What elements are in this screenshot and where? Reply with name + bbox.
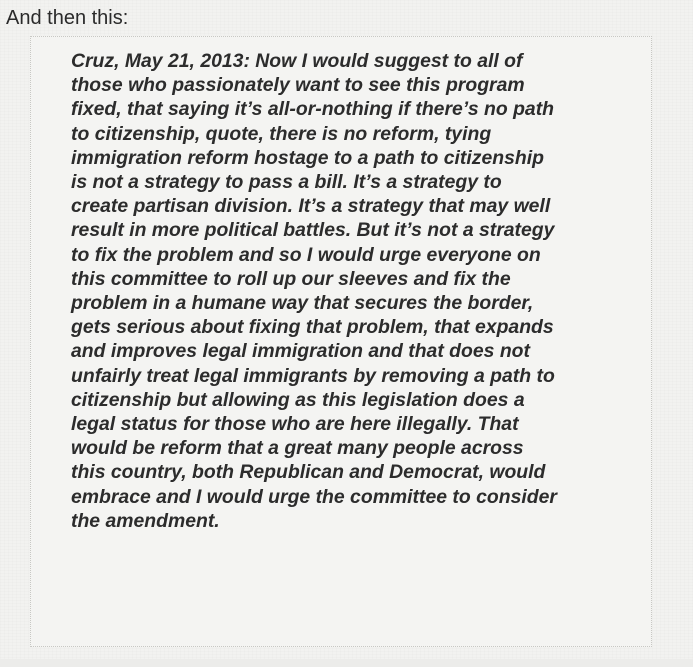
blockquote <box>30 36 652 647</box>
quote-line: create partisan division. It’s a strategy that may well <box>71 195 551 218</box>
quote-line: those who passionately want to see this program <box>71 74 525 97</box>
quote-line: to citizenship, quote, there is no reform, tying <box>71 122 492 145</box>
quote-line: embrace and I would urge the committee to consider <box>71 485 557 508</box>
quote-line: legal status for those who are here illegally. That <box>71 413 519 436</box>
page-bottom-edge <box>0 659 693 667</box>
quote-line: unfairly treat legal immigrants by removing a path to <box>71 364 555 387</box>
quote-line: is not a strategy to pass a bill. It’s a strategy to <box>71 171 502 194</box>
quote-line: would be reform that a great many people across <box>71 437 524 460</box>
quote-line: citizenship but allowing as this legislation does a <box>71 388 525 411</box>
quote-line: and improves legal immigration and that does not <box>71 340 530 363</box>
quote-line: Cruz, May 21, 2013: Now I would suggest to all of <box>71 50 523 72</box>
quote-line: problem in a humane way that secures the border, <box>71 292 534 315</box>
intro-text: And then this: <box>6 7 129 29</box>
quote-line: this committee to roll up our sleeves and fix the <box>71 267 511 290</box>
quote-line: to fix the problem and so I would urge everyone on <box>71 243 541 266</box>
quote-line: result in more political battles. But it’s not a strategy <box>71 219 555 242</box>
quote-line: immigration reform hostage to a path to citizenship <box>71 146 544 169</box>
quote-line: the amendment. <box>71 509 220 532</box>
quote-line: fixed, that saying it’s all-or-nothing if there’s no path <box>71 98 555 121</box>
quote-line: this country, both Republican and Democrat, would <box>71 461 546 484</box>
quote-line: gets serious about fixing that problem, that expands <box>71 316 554 339</box>
quote-text <box>71 49 643 533</box>
